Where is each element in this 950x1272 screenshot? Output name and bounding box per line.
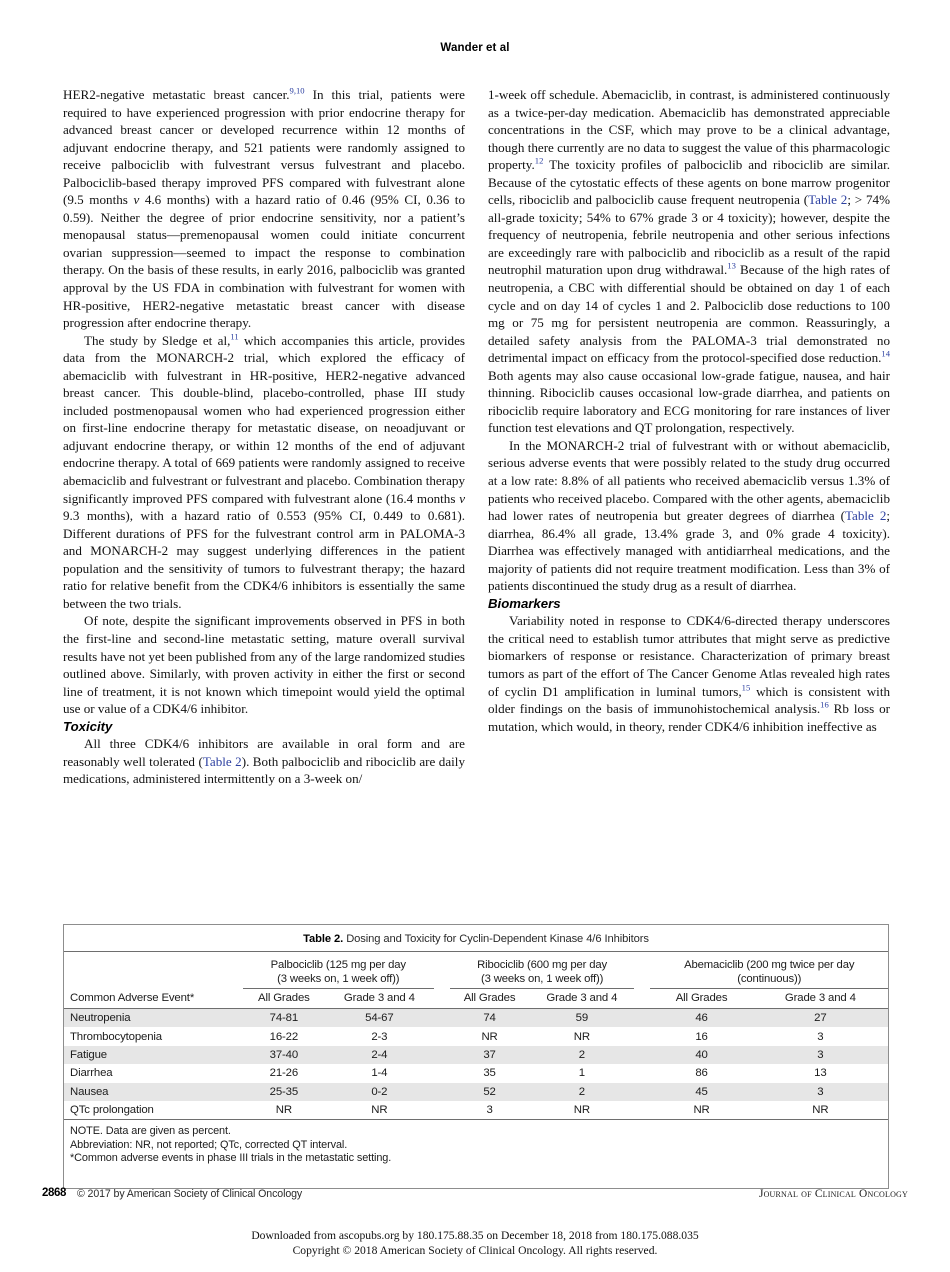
cell-value: 2-4 — [325, 1046, 434, 1064]
cell-value: 2-3 — [371, 1030, 388, 1043]
cell-value: 45 — [650, 1083, 752, 1101]
cell-spacer — [634, 1064, 650, 1082]
copyright-line: © 2017 by American Society of Clinical Oncology — [77, 1188, 303, 1200]
group-header-abemaciclib — [650, 952, 888, 989]
table-row — [64, 1064, 888, 1082]
left-column — [63, 86, 465, 788]
section-heading-toxicity: Toxicity — [63, 718, 113, 734]
cell-adverse-event: Neutropenia — [64, 1009, 243, 1028]
paragraph: HER2-negative metastatic breast cancer.$^{9,10}$ In this trial, patients were required to have experienced progression with prior endocrine therapy for advanced breast cancer or developed recurrence within 12 months of adjuvant endocrine therapy, and 521 patients were randomly assigned to receive palbociclib with fulvestrant versus fulvestrant and placebo. Palbociclib-based therapy improved PFS compared with fulvestrant alone (9.5 months v 4.6 months) with a hazard ratio of 0.46 (95% CI, 0.36 to 0.59). Neither the degree of prior endocrine sensitivity, nor a patient’s menopausal status—premenopausal women could initiate concurrent ovarian suppression—seemed to impact the response to combination therapy. On the basis of these results, in early 2016, palbociclib was granted approval by the US FDA in combination with fulvestrant for women with HR-positive, HER2-negative metastatic breast cancer with disease progression after endocrine therapy. — [63, 85, 465, 331]
cell-value: 0-2 — [325, 1083, 434, 1101]
section-heading-biomarkers: Biomarkers — [488, 595, 561, 611]
cell-value: 2 — [529, 1083, 634, 1101]
cell-value: NR — [529, 1101, 634, 1120]
table-caption-text: Dosing and Toxicity for Cyclin-Dependent Kinase 4/6 Inhibitors — [346, 933, 649, 945]
cell-spacer — [434, 1009, 450, 1028]
running-head: Wander et al — [440, 42, 510, 54]
table-cross-reference[interactable]: Table 2 — [844, 508, 887, 524]
cell-value: 2 — [529, 1046, 634, 1064]
italic-text: v — [133, 192, 140, 208]
table-row — [64, 1083, 888, 1101]
cell-spacer — [634, 1027, 650, 1045]
cell-value: 74-81 — [243, 1009, 325, 1028]
cell-value: NR — [573, 1030, 590, 1043]
cell-adverse-event: Fatigue — [64, 1046, 243, 1064]
group-line-2: (continuous)) — [737, 973, 802, 985]
cell-value: 1-4 — [371, 1067, 388, 1080]
right-column — [488, 86, 890, 735]
reference-superscript[interactable]: 9,10 — [289, 85, 305, 96]
group-spacer-1 — [434, 952, 450, 989]
table-note: NOTE. Data are given as percent. — [70, 1125, 231, 1138]
cell-value: 3 — [450, 1101, 530, 1120]
table-head — [64, 952, 888, 1009]
cell-adverse-event: Nausea — [64, 1083, 243, 1101]
subheader-spacer-1 — [434, 989, 450, 1009]
paragraph: The study by Sledge et al,$^{11}$ which accompanies this article, provides data from the MONARCH-2 trial, which explored the efficacy of abemaciclib with fulvestrant in HR-positive, HER2-negative advanced breast cancer. This double-blind, placebo-controlled, phase III study included postmenopausal women who had experienced progression either on first-line endocrine therapy for metastatic disease, on neoadjuvant or adjuvant endocrine therapy, or within 12 months of the end of adjuvant endocrine therapy. A total of 669 patients were randomly assigned to receive abemaciclib and fulvestrant or fulvestrant and placebo. Combination therapy significantly improved PFS compared with fulvestrant alone (16.4 months v 9.3 months), with a hazard ratio of 0.553 (95% CI, 0.449 to 0.681). Different durations of PFS for the fulvestrant control arm in PALOMA-3 and MONARCH-2 may suggest underlying differences in the patient population and the sensitivity of tumors to fulvestrant therapy; the hazard ratio for relative benefit from the CDK4/6 inhibitors is essentially the same between the two trials. — [63, 331, 465, 611]
reference-superscript[interactable]: 13 — [727, 261, 736, 272]
group-header-palbociclib — [243, 952, 434, 989]
column-header-grade34-palbociclib: Grade 3 and 4 — [325, 989, 434, 1009]
group-spacer-2 — [634, 952, 650, 989]
paragraph: In the MONARCH-2 trial of fulvestrant with or without abemaciclib, serious adverse events that were possibly related to the study drug occurred at a low rate: 8.8% of all patients who received abemaciclib versus 1.3% of patients who received placebo. Compared with the other agents, abemaciclib had lower rates of neutropenia but greater degrees of diarrhea (Table 2; diarrhea, 86.4% all grade, 13.4% grade 3, and 0% grade 4 toxicity). Diarrhea was effectively managed with antidiarrheal medications, and the majority of patients did not require treatment modification. Less than 3% of patients discontinued the study drug as a result of diarrhea. — [488, 437, 891, 594]
table-notes — [64, 1120, 888, 1188]
group-header-blank — [64, 952, 243, 989]
download-line-1: Downloaded from ascopubs.org by 180.175.88.35 on December 18, 2018 from 180.175.088.035 — [251, 1229, 699, 1242]
cell-value: 16-22 — [269, 1030, 299, 1043]
table-row — [64, 1009, 888, 1028]
italic-text: v — [459, 490, 465, 506]
cell-value: 40 — [650, 1046, 752, 1064]
group-line-2: (3 weeks on, 1 week off)) — [277, 973, 400, 985]
reference-superscript[interactable]: 14 — [881, 348, 890, 359]
cell-spacer — [434, 1083, 450, 1101]
cell-value: 74 — [450, 1009, 530, 1028]
page-footer — [42, 1187, 908, 1203]
cell-spacer — [634, 1101, 650, 1120]
paragraph: Variability noted in response to CDK4/6-directed therapy underscores the critical need to establish tumor attributes that might serve as predictive biomarkers of response or resistance. Characterization of primary breast tumors as part of the effort of The Cancer Genome Atlas revealed high rates of cyclin D1 amplification in luminal tumors,$^{15}$ which is consistent with older findings on the basis of immunohistochemical analysis.$^{16}$ Rb loss or mutation, which would, in theory, render CDK4/6 inhibition ineffective as — [488, 613, 891, 734]
group-line-2: (3 weeks on, 1 week off)) — [480, 973, 604, 985]
cell-value: 3 — [817, 1030, 824, 1043]
cell-value: 16 — [695, 1030, 708, 1043]
cell-spacer — [634, 1046, 650, 1064]
column-header-event: Common Adverse Event* — [64, 989, 243, 1009]
table-2 — [63, 924, 889, 1189]
cell-value: 46 — [650, 1009, 752, 1028]
cell-value: NR — [325, 1101, 434, 1120]
cell-value: NR — [753, 1101, 888, 1120]
column-header-all-grades-palbociclib: All Grades — [243, 989, 325, 1009]
reference-superscript[interactable]: 11 — [230, 331, 239, 342]
table-group-header-row — [64, 952, 888, 989]
table-cross-reference[interactable]: Table 2 — [808, 192, 848, 208]
table-note: Abbreviation: NR, not reported; QTc, corrected QT interval. — [70, 1138, 348, 1151]
cell-value: 86 — [695, 1067, 708, 1080]
reference-superscript[interactable]: 15 — [741, 682, 751, 693]
table-body — [64, 1009, 888, 1120]
download-stamp — [0, 1229, 950, 1258]
cell-value: 3 — [753, 1046, 888, 1064]
cell-value: 1 — [578, 1067, 585, 1080]
cell-spacer — [634, 1083, 650, 1101]
column-header-grade34-abemaciclib: Grade 3 and 4 — [753, 989, 888, 1009]
paragraph: Of note, despite the significant improvements observed in PFS in both the first-line and second-line metastatic setting, mature overall survival results have not yet been published from any of the large randomized studies outlined above. Similarly, with proven activity in either the first or second line of treatment, it is not known which timepoint would yield the optimal use or value of a CDK4/6 inhibitor. — [63, 613, 465, 717]
cell-spacer — [634, 1009, 650, 1028]
cell-value: 27 — [753, 1009, 888, 1028]
cell-value: 35 — [483, 1067, 496, 1080]
cell-spacer — [434, 1027, 450, 1045]
cell-value: 52 — [450, 1083, 530, 1101]
reference-superscript[interactable]: 12 — [534, 155, 544, 166]
cell-spacer — [434, 1046, 450, 1064]
table-caption-label: Table 2. — [303, 933, 344, 945]
cell-value: 59 — [529, 1009, 634, 1028]
group-line-1: Ribociclib (600 mg per day — [477, 959, 608, 971]
download-line-2: Copyright © 2018 American Society of Clinical Oncology. All rights reserved. — [292, 1243, 658, 1257]
group-line-1: Abemaciclib (200 mg twice per day — [684, 959, 855, 971]
cell-value: 37 — [450, 1046, 530, 1064]
cell-adverse-event: Diarrhea — [70, 1067, 113, 1080]
page-number: 2868 — [42, 1187, 66, 1199]
table-row — [64, 1046, 888, 1064]
table-subheader-row — [64, 989, 888, 1009]
cell-value: 21-26 — [269, 1067, 299, 1080]
column-header-all-grades-abemaciclib: All Grades — [650, 989, 752, 1009]
subheader-spacer-2 — [634, 989, 650, 1009]
cell-value: 37-40 — [243, 1046, 325, 1064]
article-body — [63, 86, 890, 896]
table-caption — [64, 925, 888, 951]
cell-spacer — [434, 1101, 450, 1120]
cell-spacer — [434, 1064, 450, 1082]
paragraph: All three CDK4/6 inhibitors are available in oral form and are reasonably well tolerated (Table 2). Both palbociclib and ribociclib are daily medications, administered intermittently on a 3-week on/ — [63, 736, 465, 787]
reference-superscript[interactable]: 16 — [820, 699, 829, 710]
column-header-all-grades-ribociclib: All Grades — [450, 989, 530, 1009]
cell-value: NR — [481, 1030, 498, 1043]
cell-value: NR — [650, 1101, 752, 1120]
cell-adverse-event: QTc prolongation — [64, 1101, 243, 1120]
cell-adverse-event: Thrombocytopenia — [70, 1030, 162, 1043]
table-row — [64, 1101, 888, 1120]
table-2-grid — [64, 951, 888, 1120]
table-note: *Common adverse events in phase III trials in the metastatic setting. — [70, 1152, 392, 1165]
table-cross-reference[interactable]: Table 2 — [202, 753, 242, 769]
cell-value: 54-67 — [325, 1009, 434, 1028]
paragraph: 1-week off schedule. Abemaciclib, in contrast, is administered continuously as a twice-per-day medication. Abemaciclib has demonstrated appreciable concentrations in the CSF, which may prove to be a clinical advantage, though there currently are no data to suggest the value of this pharmacologic property.$^{12}$ The toxicity profiles of palbociclib and ribociclib are similar. Because of the cytostatic effects of these agents on bone marrow progenitor cells, ribociclib and palbociclib cause frequent neutropenia (Table 2; > 74% all-grade toxicity; 54% to 67% grade 3 or 4 toxicity); however, despite the frequency of neutropenia, febrile neutropenia and other serious infections are exceedingly rare with palbociclib and ribociclib as a result of the rapid neutrophil maturation upon drug withdrawal.$^{13}$ Because of the high rates of neutropenia, a CBC with differential should be obtained on day 1 of each cycle and on day 14 of cycles 1 and 2. Palbociclib dose reductions to 100 mg or 75 mg for persistent neutropenia are common. Reassuringly, a detailed safety analysis from the PALOMA-3 trial demonstrated no detrimental impact on efficacy from the protocol-specified dose reduction.$^{14}$ Both agents may also cause occasional low-grade fatigue, nausea, and hair thinning. Ribociclib causes occasional low-grade diarrhea, and patients on ribociclib require laboratory and ECG monitoring for rare instances of liver function test elevations and QT prolongation, respectively. — [488, 87, 890, 436]
journal-name: Journal of Clinical Oncology — [758, 1188, 908, 1200]
cell-value: 3 — [753, 1083, 888, 1101]
table-row — [64, 1027, 888, 1045]
group-header-ribociclib — [450, 952, 635, 989]
column-header-grade34-ribociclib: Grade 3 and 4 — [529, 989, 634, 1009]
cell-value: 25-35 — [243, 1083, 325, 1101]
cell-value: NR — [243, 1101, 325, 1120]
cell-value: 13 — [814, 1067, 827, 1080]
group-line-1: Palbociclib (125 mg per day — [270, 959, 406, 971]
